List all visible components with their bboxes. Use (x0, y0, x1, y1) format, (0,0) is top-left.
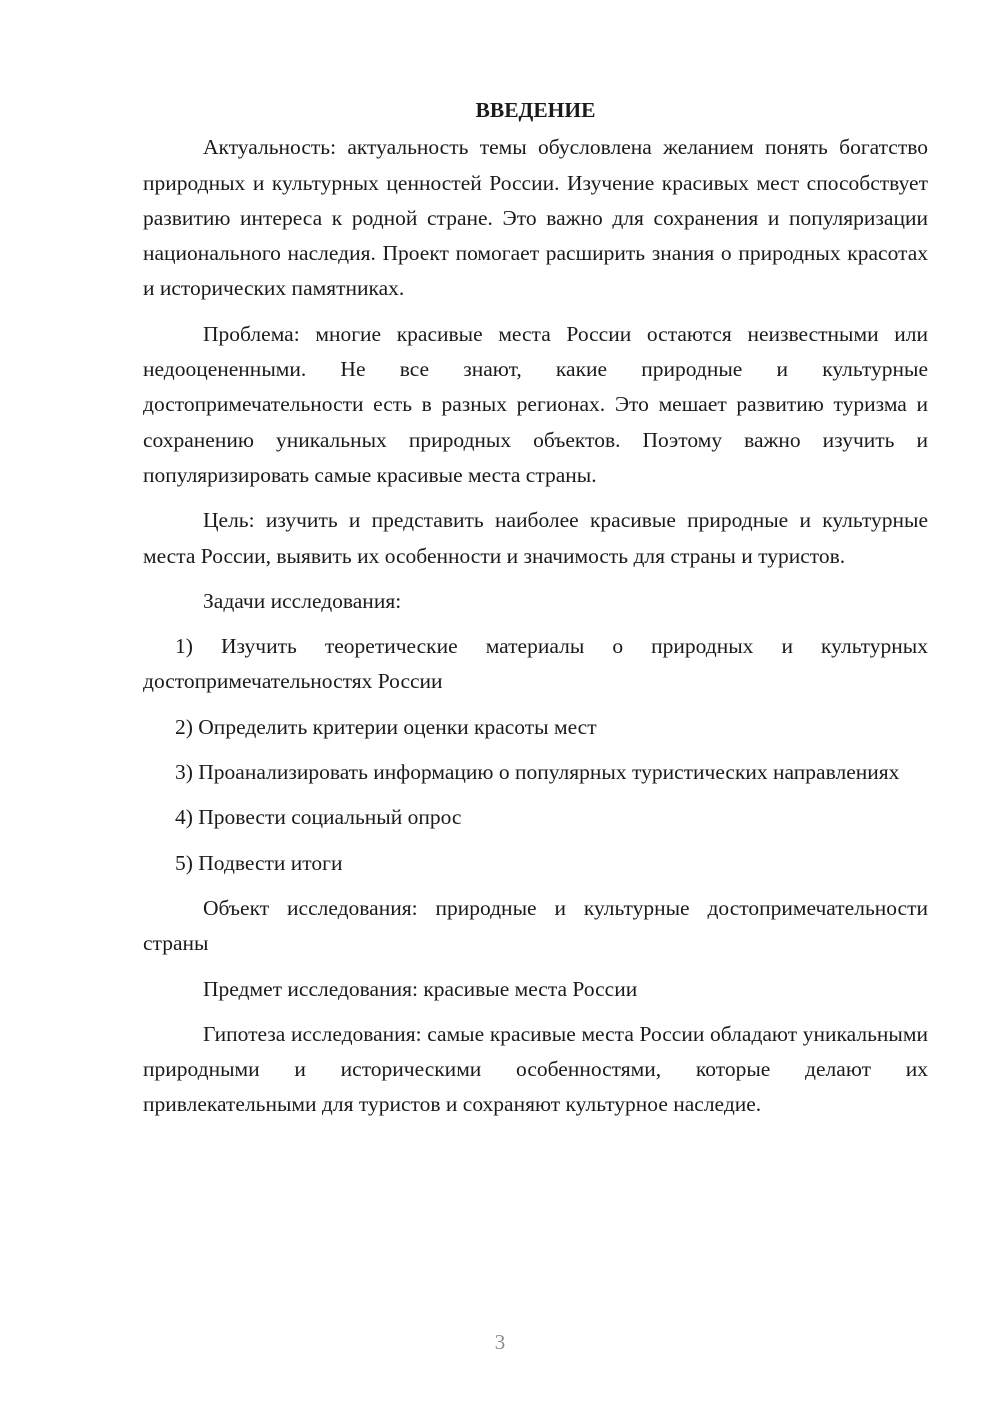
relevance-paragraph: Актуальность: актуальность темы обусловлена желанием понять богатство природных и культурных ценностей России. Изучение красивых мест способствует развитию интереса к родной стране. Это важно для сохранения и популяризации национального наследия. Проект помогает расширить знания о природных красотах и исторических памятниках. (143, 135, 928, 301)
document-page (143, 93, 928, 1133)
hypothesis-paragraph: Гипотеза исследования: самые красивые места России обладают уникальными природными и историческими особенностями, которые делают их привлекательными для туристов и сохраняют культурное наследие. (143, 1021, 928, 1117)
page-number: 3 (494, 1330, 506, 1354)
task-item-2: 2) Определить критерии оценки красоты мест (175, 714, 597, 739)
task-item-4: 4) Провести социальный опрос (175, 805, 462, 830)
task-item-5: 5) Подвести итоги (175, 850, 343, 875)
object-paragraph: Объект исследования: природные и культурные достопримечательности страны (143, 895, 928, 956)
goal-paragraph: Цель: изучить и представить наиболее красивые природные и культурные места России, выявить их особенности и значимость для страны и туристов. (143, 508, 928, 568)
problem-paragraph: Проблема: многие красивые места России остаются неизвестными или недооцененными. Не все знают, какие природные и культурные достопримечательности есть в разных регионах. Это мешает развитию туризма и сохранению уникальных природных объектов. Поэтому важно изучить и популяризировать самые красивые места страны. (143, 321, 928, 487)
document-title: ВВЕДЕНИЕ (475, 98, 596, 122)
subject-paragraph: Предмет исследования: красивые места России (203, 976, 638, 1001)
tasks-heading: Задачи исследования: (203, 588, 402, 613)
task-item-3: 3) Проанализировать информацию о популярных туристических направлениях (175, 760, 900, 785)
task-item-1: 1) Изучить теоретические материалы о природных и культурных достопримечательностях России (143, 634, 928, 694)
